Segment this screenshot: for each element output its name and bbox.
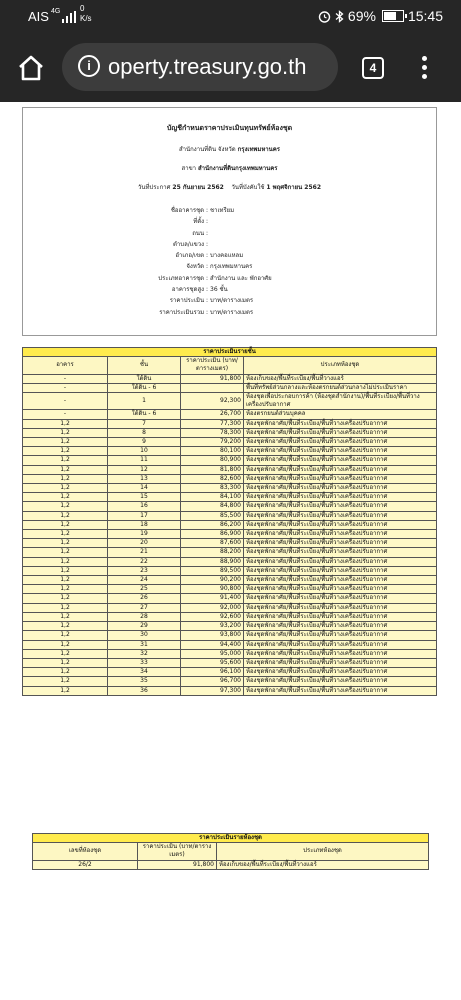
- info-field-label: ราคาประเมินรวม :: [159, 308, 208, 316]
- cell-price: 87,600: [181, 539, 244, 548]
- cell-price: 88,900: [181, 557, 244, 566]
- table-row: [23, 374, 437, 383]
- cell-building: -: [23, 393, 108, 410]
- cell-type: ห้องชุดพักอาศัย/พื้นที่ระเบียง/พื้นที่วางเครื่องปรับอากาศ: [244, 493, 437, 502]
- cell-price: 79,200: [181, 438, 244, 447]
- table-row: [23, 640, 437, 649]
- speed-unit: K/s: [80, 14, 92, 23]
- cell-type: ห้องชุดพักอาศัย/พื้นที่ระเบียง/พื้นที่วางเครื่องปรับอากาศ: [244, 649, 437, 658]
- clock-time: 15:45: [407, 8, 443, 24]
- cell-price: 92,300: [181, 393, 244, 410]
- cell-price: 93,800: [181, 631, 244, 640]
- network-speed: [80, 4, 92, 24]
- network-type: 4G: [50, 8, 61, 15]
- cell-price: [181, 383, 244, 392]
- cell-floor: 7: [108, 419, 181, 428]
- cell-building: 1,2: [23, 456, 108, 465]
- info-field-label: ราคาประเมิน :: [169, 297, 208, 305]
- table-row: [23, 585, 437, 594]
- cell-price: 84,100: [181, 493, 244, 502]
- info-field-row: [23, 216, 436, 227]
- cell-price: 88,200: [181, 548, 244, 557]
- table-row: [23, 474, 437, 483]
- cell-floor: 36: [108, 686, 181, 695]
- floor-price-table: [22, 347, 437, 696]
- table-row: [23, 557, 437, 566]
- table-row: [23, 566, 437, 575]
- table-row: [23, 539, 437, 548]
- info-field-value: กรุงเทพมหานคร: [210, 263, 253, 271]
- col-header-unit-price: ราคาประเมิน (บาท/ตารางเมตร): [138, 843, 217, 860]
- table-row: [23, 612, 437, 621]
- cell-price: 96,100: [181, 668, 244, 677]
- info-field-row: [23, 250, 436, 261]
- announce-date: 25 กันยายน 2562: [172, 184, 224, 191]
- cell-building: 1,2: [23, 530, 108, 539]
- table-row: [23, 658, 437, 667]
- cell-floor: 17: [108, 511, 181, 520]
- cell-building: 1,2: [23, 465, 108, 474]
- cell-type: ห้องชุดพักอาศัย/พื้นที่ระเบียง/พื้นที่วางเครื่องปรับอากาศ: [244, 658, 437, 667]
- cell-building: 1,2: [23, 631, 108, 640]
- table-row: [23, 447, 437, 456]
- cell-floor: 35: [108, 677, 181, 686]
- info-field-label: ถนน :: [192, 229, 208, 237]
- cell-type: ห้องชุดพักอาศัย/พื้นที่ระเบียง/พื้นที่วางเครื่องปรับอากาศ: [244, 557, 437, 566]
- cell-price: 93,200: [181, 622, 244, 631]
- cell-price: 92,600: [181, 612, 244, 621]
- cell-price: 91,800: [181, 374, 244, 383]
- cell-floor: 15: [108, 493, 181, 502]
- table-row: [23, 438, 437, 447]
- table-row: [23, 511, 437, 520]
- cell-type: ห้องชุดพักอาศัย/พื้นที่ระเบียง/พื้นที่วางเครื่องปรับอากาศ: [244, 438, 437, 447]
- effective-label: วันที่บังคับใช้: [231, 184, 265, 191]
- cell-unit-no: 26/2: [33, 860, 138, 869]
- cell-type: ห้องชุดพักอาศัย/พื้นที่ระเบียง/พื้นที่วางเครื่องปรับอากาศ: [244, 511, 437, 520]
- cell-price: 90,800: [181, 585, 244, 594]
- cell-price: 89,500: [181, 566, 244, 575]
- cell-building: -: [23, 410, 108, 419]
- page-title: บัญชีกำหนดราคาประเมินทุนทรัพย์ห้องชุด: [166, 124, 293, 132]
- cell-building: 1,2: [23, 658, 108, 667]
- cell-type: ห้องชุดพักอาศัย/พื้นที่ระเบียง/พื้นที่วางเครื่องปรับอากาศ: [244, 668, 437, 677]
- info-field-label: ประเภทอาคารชุด :: [158, 274, 208, 282]
- cell-type: ห้องชุดพักอาศัย/พื้นที่ระเบียง/พื้นที่วางเครื่องปรับอากาศ: [244, 502, 437, 511]
- cell-type: พื้นที่ทรัพย์ส่วนกลางและห้องตรกยนต์ส่วนกลางไม่ประเมินราคา: [244, 383, 437, 392]
- cell-floor: 29: [108, 622, 181, 631]
- info-fields: [23, 205, 436, 318]
- table-row: [23, 548, 437, 557]
- cell-price: 95,600: [181, 658, 244, 667]
- cell-floor: 16: [108, 502, 181, 511]
- cell-floor: ใต้ดิน - 6: [108, 383, 181, 392]
- cell-building: 1,2: [23, 438, 108, 447]
- cell-building: 1,2: [23, 539, 108, 548]
- cell-building: 1,2: [23, 502, 108, 511]
- table-row: [23, 493, 437, 502]
- cell-floor: 24: [108, 576, 181, 585]
- cell-building: 1,2: [23, 566, 108, 575]
- info-field-value: บาท/ตารางเมตร: [210, 308, 254, 316]
- cell-floor: 31: [108, 640, 181, 649]
- page-content: [0, 102, 461, 1000]
- cell-floor: 14: [108, 484, 181, 493]
- info-field-label: ตำบล/แขวง :: [173, 240, 208, 248]
- cell-type: ห้องชุดพักอาศัย/พื้นที่ระเบียง/พื้นที่วางเครื่องปรับอากาศ: [244, 631, 437, 640]
- cell-type: ห้องตรกยนต์ส่วนบุคคล: [244, 410, 437, 419]
- cell-floor: 33: [108, 658, 181, 667]
- cell-price: 97,300: [181, 686, 244, 695]
- cell-type: ห้องชุดพักอาศัย/พื้นที่ระเบียง/พื้นที่วางเครื่องปรับอากาศ: [244, 622, 437, 631]
- cell-building: 1,2: [23, 612, 108, 621]
- col-header-price: ราคาประเมิน (บาท/ตารางเมตร): [181, 357, 244, 374]
- info-field-value: ชาเทรียม: [210, 207, 235, 214]
- more-menu-icon[interactable]: [420, 56, 428, 82]
- cell-floor: 19: [108, 530, 181, 539]
- table-row: [23, 530, 437, 539]
- table-row: [23, 502, 437, 511]
- cell-type: ห้องชุดพักอาศัย/พื้นที่ระเบียง/พื้นที่วางเครื่องปรับอากาศ: [244, 686, 437, 695]
- carrier-name: AIS: [28, 9, 49, 24]
- cell-floor: 22: [108, 557, 181, 566]
- table-row: [23, 465, 437, 474]
- unit-price-table: [32, 833, 429, 870]
- cell-price: 83,300: [181, 484, 244, 493]
- cell-price: 90,200: [181, 576, 244, 585]
- cell-building: 1,2: [23, 585, 108, 594]
- cell-floor: 25: [108, 585, 181, 594]
- cell-price: 85,500: [181, 511, 244, 520]
- cell-building: 1,2: [23, 557, 108, 566]
- table-row: [23, 419, 437, 428]
- branch-name: สำนักงานที่ดินกรุงเทพมหานคร: [197, 165, 278, 172]
- info-field-value: [208, 216, 210, 227]
- tab-switcher-button[interactable]: 4: [362, 57, 384, 79]
- land-office-line: [23, 144, 436, 154]
- table-row: [23, 383, 437, 392]
- cell-price: 82,600: [181, 474, 244, 483]
- cell-price: 81,800: [181, 465, 244, 474]
- table-row: [23, 456, 437, 465]
- office-prefix: สำนักงานที่ดิน จังหวัด: [179, 146, 236, 153]
- branch-prefix: สาขา: [181, 165, 197, 172]
- alarm-icon: [318, 10, 331, 23]
- cell-price: 86,200: [181, 520, 244, 529]
- cell-floor: 20: [108, 539, 181, 548]
- cell-type: ห้องชุดพักอาศัย/พื้นที่ระเบียง/พื้นที่วางเครื่องปรับอากาศ: [244, 612, 437, 621]
- info-field-row: [23, 205, 436, 216]
- col-header-building: อาคาร: [23, 357, 108, 374]
- cell-type: ห้องชุดพักอาศัย/พื้นที่ระเบียง/พื้นที่วางเครื่องปรับอากาศ: [244, 640, 437, 649]
- cell-building: 1,2: [23, 686, 108, 695]
- table-row: [23, 631, 437, 640]
- condo-info-panel: [22, 107, 437, 336]
- speed-value: 0: [80, 4, 85, 13]
- cell-type: ห้องชุดพักอาศัย/พื้นที่ระเบียง/พื้นที่วางเครื่องปรับอากาศ: [244, 447, 437, 456]
- cell-unit-type: ห้องเก็บของ/พื้นที่ระเบียง/พื้นที่วางแอร์: [217, 860, 429, 869]
- cell-type: ห้องชุดพักอาศัย/พื้นที่ระเบียง/พื้นที่วางเครื่องปรับอากาศ: [244, 594, 437, 603]
- cell-floor: 30: [108, 631, 181, 640]
- cell-building: 1,2: [23, 474, 108, 483]
- cell-type: ห้องชุดพักอาศัย/พื้นที่ระเบียง/พื้นที่วางเครื่องปรับอากาศ: [244, 677, 437, 686]
- cell-building: 1,2: [23, 419, 108, 428]
- table-row: [23, 686, 437, 695]
- cell-unit-price: 91,800: [138, 860, 217, 869]
- battery-icon: [382, 10, 404, 22]
- cell-floor: 9: [108, 438, 181, 447]
- cell-type: ห้องชุดพักอาศัย/พื้นที่ระเบียง/พื้นที่วางเครื่องปรับอากาศ: [244, 465, 437, 474]
- cell-building: -: [23, 383, 108, 392]
- cell-floor: 32: [108, 649, 181, 658]
- cell-building: 1,2: [23, 677, 108, 686]
- cell-floor: ใต้ดิน: [108, 374, 181, 383]
- home-icon[interactable]: [16, 53, 46, 83]
- table-row: [23, 520, 437, 529]
- col-header-unit-no: เลขที่ห้องชุด: [33, 843, 138, 860]
- table-row: [23, 576, 437, 585]
- cell-building: 1,2: [23, 576, 108, 585]
- cell-floor: 27: [108, 603, 181, 612]
- unit-table-body: [33, 860, 429, 869]
- url-bar[interactable]: [62, 43, 338, 91]
- cell-type: ห้องชุดพักอาศัย/พื้นที่ระเบียง/พื้นที่วางเครื่องปรับอากาศ: [244, 585, 437, 594]
- battery-percent: 69%: [347, 8, 376, 24]
- cell-type: ห้องชุดพักอาศัย/พื้นที่ระเบียง/พื้นที่วางเครื่องปรับอากาศ: [244, 548, 437, 557]
- info-field-row: [23, 261, 436, 272]
- url-text[interactable]: operty.treasury.go.th: [108, 54, 307, 79]
- browser-toolbar: [0, 34, 461, 102]
- info-field-value: [208, 239, 210, 250]
- status-bar: [0, 0, 461, 34]
- info-field-value: สำนักงาน และ พักอาศัย: [210, 274, 272, 282]
- cell-building: 1,2: [23, 594, 108, 603]
- cell-price: 80,900: [181, 456, 244, 465]
- table-row: [23, 668, 437, 677]
- branch-line: [23, 163, 436, 173]
- cell-building: 1,2: [23, 493, 108, 502]
- floor-table-body: [23, 374, 437, 695]
- table-row: [23, 594, 437, 603]
- info-field-row: [23, 239, 436, 250]
- cell-floor: 18: [108, 520, 181, 529]
- info-field-row: [23, 295, 436, 306]
- info-field-value: บาท/ตารางเมตร: [210, 297, 254, 305]
- col-header-floor: ชั้น: [108, 357, 181, 374]
- cell-building: 1,2: [23, 548, 108, 557]
- cell-type: ห้องชุดพักอาศัย/พื้นที่ระเบียง/พื้นที่วางเครื่องปรับอากาศ: [244, 539, 437, 548]
- cell-floor: 23: [108, 566, 181, 575]
- info-field-value: [208, 228, 210, 239]
- cell-price: 91,400: [181, 594, 244, 603]
- cell-type: ห้องชุดพักอาศัย/พื้นที่ระเบียง/พื้นที่วางเครื่องปรับอากาศ: [244, 484, 437, 493]
- dates-line: [23, 182, 436, 192]
- status-right: [318, 8, 443, 24]
- cell-floor: 10: [108, 447, 181, 456]
- cell-type: ห้องชุดพักอาศัย/พื้นที่ระเบียง/พื้นที่วางเครื่องปรับอากาศ: [244, 566, 437, 575]
- cell-floor: 12: [108, 465, 181, 474]
- announce-label: วันที่ประกาศ: [137, 184, 171, 191]
- cell-type: ห้องชุดพักอาศัย/พื้นที่ระเบียง/พื้นที่วางเครื่องปรับอากาศ: [244, 474, 437, 483]
- info-field-label: อาคารชุดสูง :: [171, 286, 208, 294]
- cell-building: 1,2: [23, 668, 108, 677]
- cell-floor: 8: [108, 428, 181, 437]
- table-row: [23, 484, 437, 493]
- cell-price: 84,800: [181, 502, 244, 511]
- unit-table-caption: ราคาประเมินรายห้องชุด: [33, 834, 429, 843]
- info-field-label: ชื่ออาคารชุด :: [170, 207, 208, 214]
- cell-price: 94,400: [181, 640, 244, 649]
- cell-price: 78,300: [181, 428, 244, 437]
- info-field-label: จังหวัด :: [186, 263, 208, 271]
- table-row: [33, 860, 429, 869]
- cell-type: ห้องชุดพักอาศัย/พื้นที่ระเบียง/พื้นที่วางเครื่องปรับอากาศ: [244, 530, 437, 539]
- table-row: [23, 677, 437, 686]
- info-field-row: [23, 273, 436, 284]
- col-header-unit-type: ประเภทห้องชุด: [217, 843, 429, 860]
- cell-floor: 11: [108, 456, 181, 465]
- table-row: [23, 603, 437, 612]
- cell-building: 1,2: [23, 649, 108, 658]
- info-field-row: [23, 307, 436, 318]
- cell-type: ห้องเก็บของ/พื้นที่ระเบียง/พื้นที่วางแอร์: [244, 374, 437, 383]
- cell-building: 1,2: [23, 511, 108, 520]
- effective-date: 1 พฤศจิกายน 2562: [266, 184, 322, 191]
- info-field-row: [23, 228, 436, 239]
- info-field-label: อำเภอ/เขต :: [175, 252, 208, 260]
- cell-type: ห้องชุดพักอาศัย/พื้นที่ระเบียง/พื้นที่วางเครื่องปรับอากาศ: [244, 456, 437, 465]
- cell-building: 1,2: [23, 603, 108, 612]
- cell-floor: 13: [108, 474, 181, 483]
- cell-floor: 28: [108, 612, 181, 621]
- cell-price: 96,700: [181, 677, 244, 686]
- cell-price: 86,900: [181, 530, 244, 539]
- cell-building: 1,2: [23, 640, 108, 649]
- info-icon[interactable]: i: [78, 55, 100, 77]
- cell-type: ห้องชุดพักอาศัย/พื้นที่ระเบียง/พื้นที่วางเครื่องปรับอากาศ: [244, 520, 437, 529]
- info-field-value: 36 ชั้น: [210, 286, 228, 294]
- table-row: [23, 410, 437, 419]
- cell-floor: 26: [108, 594, 181, 603]
- cell-building: 1,2: [23, 622, 108, 631]
- cell-price: 92,000: [181, 603, 244, 612]
- signal-status: [28, 9, 76, 24]
- cell-building: 1,2: [23, 484, 108, 493]
- bluetooth-icon: [335, 10, 344, 23]
- table-row: [23, 649, 437, 658]
- table-row: [23, 393, 437, 410]
- col-header-type: ประเภทห้องชุด: [244, 357, 437, 374]
- cell-type: ห้องชุดพักอาศัย/พื้นที่ระเบียง/พื้นที่วางเครื่องปรับอากาศ: [244, 576, 437, 585]
- info-field-label: ที่ตั้ง :: [193, 218, 208, 226]
- cell-type: ห้องชุดพักอาศัย/พื้นที่ระเบียง/พื้นที่วางเครื่องปรับอากาศ: [244, 419, 437, 428]
- cell-building: 1,2: [23, 520, 108, 529]
- cell-building: 1,2: [23, 428, 108, 437]
- cell-price: 95,000: [181, 649, 244, 658]
- cell-type: ห้องชุดเพื่อประกอบการค้า (ห้องชุดสำนักงาน)/พื้นที่ระเบียง/พื้นที่วางเครื่องปรับอากาศ: [244, 393, 437, 410]
- cell-floor: 21: [108, 548, 181, 557]
- floor-table-caption: ราคาประเมินรายชั้น: [23, 348, 437, 357]
- signal-icon: [62, 11, 76, 23]
- cell-price: 80,100: [181, 447, 244, 456]
- cell-building: 1,2: [23, 447, 108, 456]
- cell-type: ห้องชุดพักอาศัย/พื้นที่ระเบียง/พื้นที่วางเครื่องปรับอากาศ: [244, 428, 437, 437]
- table-row: [23, 428, 437, 437]
- info-field-value: บางคอแหลม: [210, 252, 244, 260]
- cell-building: -: [23, 374, 108, 383]
- office-province: กรุงเทพมหานคร: [237, 146, 280, 153]
- cell-type: ห้องชุดพักอาศัย/พื้นที่ระเบียง/พื้นที่วางเครื่องปรับอากาศ: [244, 603, 437, 612]
- cell-floor: ใต้ดิน - 6: [108, 410, 181, 419]
- cell-price: 26,700: [181, 410, 244, 419]
- cell-price: 77,300: [181, 419, 244, 428]
- info-field-row: [23, 284, 436, 295]
- table-row: [23, 622, 437, 631]
- cell-floor: 1: [108, 393, 181, 410]
- cell-floor: 34: [108, 668, 181, 677]
